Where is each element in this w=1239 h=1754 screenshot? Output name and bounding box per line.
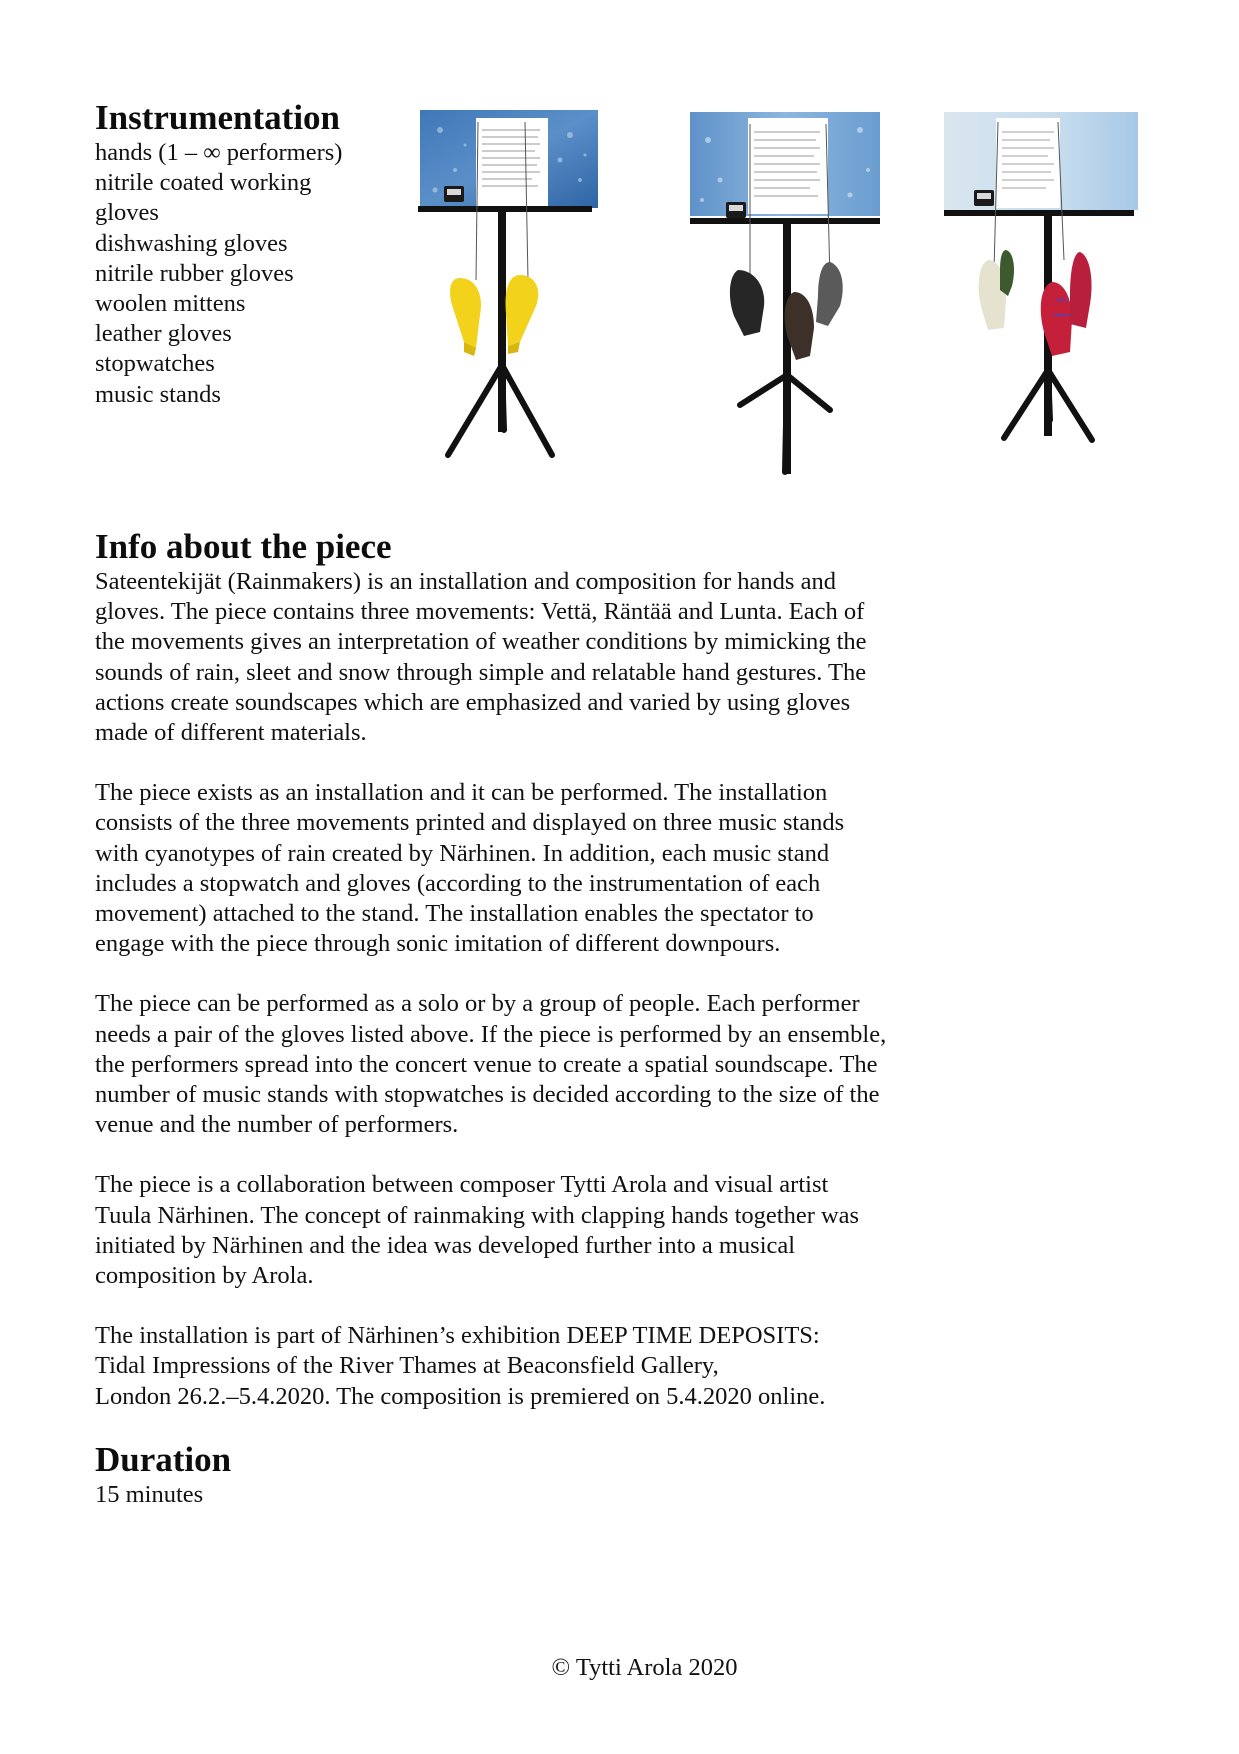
instrumentation-item: music stands — [95, 380, 221, 408]
instrumentation-item: leather gloves — [95, 320, 232, 348]
paragraph-line: includes a stopwatch and gloves (according to the instrumentation of each — [95, 869, 821, 897]
music-stand-photo-vetta — [420, 110, 620, 470]
woolen-mittens-icon — [979, 250, 1092, 356]
info-body — [95, 567, 1095, 1412]
instrumentation-item: dishwashing gloves — [95, 229, 288, 257]
paragraph-line: consists of the three movements printed and displayed on three music stands — [95, 809, 845, 837]
instrumentation-item: stopwatches — [95, 350, 215, 378]
paragraph-line: Tuula Närhinen. The concept of rainmaking with clapping hands together was — [95, 1201, 860, 1229]
paragraph-line: The piece exists as an installation and it can be performed. The installation — [95, 779, 828, 807]
music-stand-photos — [400, 110, 1210, 550]
instrumentation-heading: Instrumentation — [95, 98, 341, 137]
info-heading: Info about the piece — [95, 527, 392, 566]
duration-value: 15 minutes — [95, 1481, 204, 1508]
info-paragraph — [95, 567, 1095, 748]
paragraph-line: The installation is part of Närhinen’s exhibition DEEP TIME DEPOSITS: — [95, 1322, 820, 1350]
paragraph-line: number of music stands with stopwatches is decided according to the size of the — [95, 1081, 880, 1109]
instrumentation-item: gloves — [95, 199, 159, 227]
paragraph-line: Sateentekijät (Rainmakers) is an installation and composition for hands and — [95, 568, 836, 595]
paragraph-line: the movements gives an interpretation of weather conditions by mimicking the — [95, 628, 867, 656]
paragraph-line: movement) attached to the stand. The installation enables the spectator to — [95, 900, 814, 928]
stand-ledge — [690, 218, 880, 224]
duration-section — [95, 1440, 695, 1510]
instrumentation-section — [95, 98, 425, 410]
instrumentation-item: hands (1 – ∞ performers) — [95, 139, 343, 166]
info-paragraph — [95, 989, 1095, 1140]
music-stand-photo-lunta — [960, 110, 1160, 470]
paragraph-line: actions create soundscapes which are emphasized and varied by using gloves — [95, 688, 851, 716]
paragraph-line: needs a pair of the gloves listed above. If the piece is performed by an ensemble, — [95, 1020, 887, 1048]
music-stand-illustration — [960, 110, 1160, 470]
paragraph-line: London 26.2.–5.4.2020. The composition is premiered on 5.4.2020 online. — [95, 1382, 826, 1410]
info-paragraph — [95, 778, 1095, 959]
paragraph-line: venue and the number of performers. — [95, 1111, 459, 1139]
info-paragraph — [95, 1170, 1095, 1291]
copyright-footer: © Tytti Arola 2020 — [551, 1654, 738, 1681]
paragraph-line: made of different materials. — [95, 719, 367, 747]
music-stand-photo-rantaa — [690, 110, 890, 490]
stand-ledge — [944, 210, 1134, 216]
paragraph-line: engage with the piece through sonic imitation of different downpours. — [95, 930, 781, 958]
music-stand-illustration — [420, 110, 620, 470]
yellow-dishwashing-gloves-icon — [450, 275, 538, 356]
paragraph-line: with cyanotypes of rain created by Närhinen. In addition, each music stand — [95, 839, 830, 867]
instrumentation-item: woolen mittens — [95, 290, 246, 318]
music-stand-illustration — [690, 110, 890, 490]
paragraph-line: Tidal Impressions of the River Thames at Beaconsfield Gallery, — [95, 1352, 719, 1380]
paragraph-line: the performers spread into the concert venue to create a spatial soundscape. The — [95, 1050, 878, 1078]
duration-heading: Duration — [95, 1440, 232, 1479]
stand-ledge — [418, 206, 592, 212]
instrumentation-item: nitrile rubber gloves — [95, 259, 294, 287]
instrumentation-item: nitrile coated working — [95, 169, 312, 197]
info-section — [95, 527, 1095, 1412]
paragraph-line: gloves. The piece contains three movements: Vettä, Räntää and Lunta. Each of — [95, 598, 865, 626]
score-sheet — [476, 118, 548, 206]
info-paragraph — [95, 1321, 1095, 1412]
paragraph-line: The piece can be performed as a solo or by a group of people. Each performer — [95, 990, 860, 1018]
paragraph-line: sounds of rain, sleet and snow through simple and relatable hand gestures. The — [95, 658, 867, 686]
paragraph-line: initiated by Närhinen and the idea was developed further into a musical — [95, 1231, 796, 1259]
paragraph-line: The piece is a collaboration between composer Tytti Arola and visual artist — [95, 1171, 829, 1199]
instrumentation-list — [95, 138, 425, 410]
paragraph-line: composition by Arola. — [95, 1262, 314, 1290]
